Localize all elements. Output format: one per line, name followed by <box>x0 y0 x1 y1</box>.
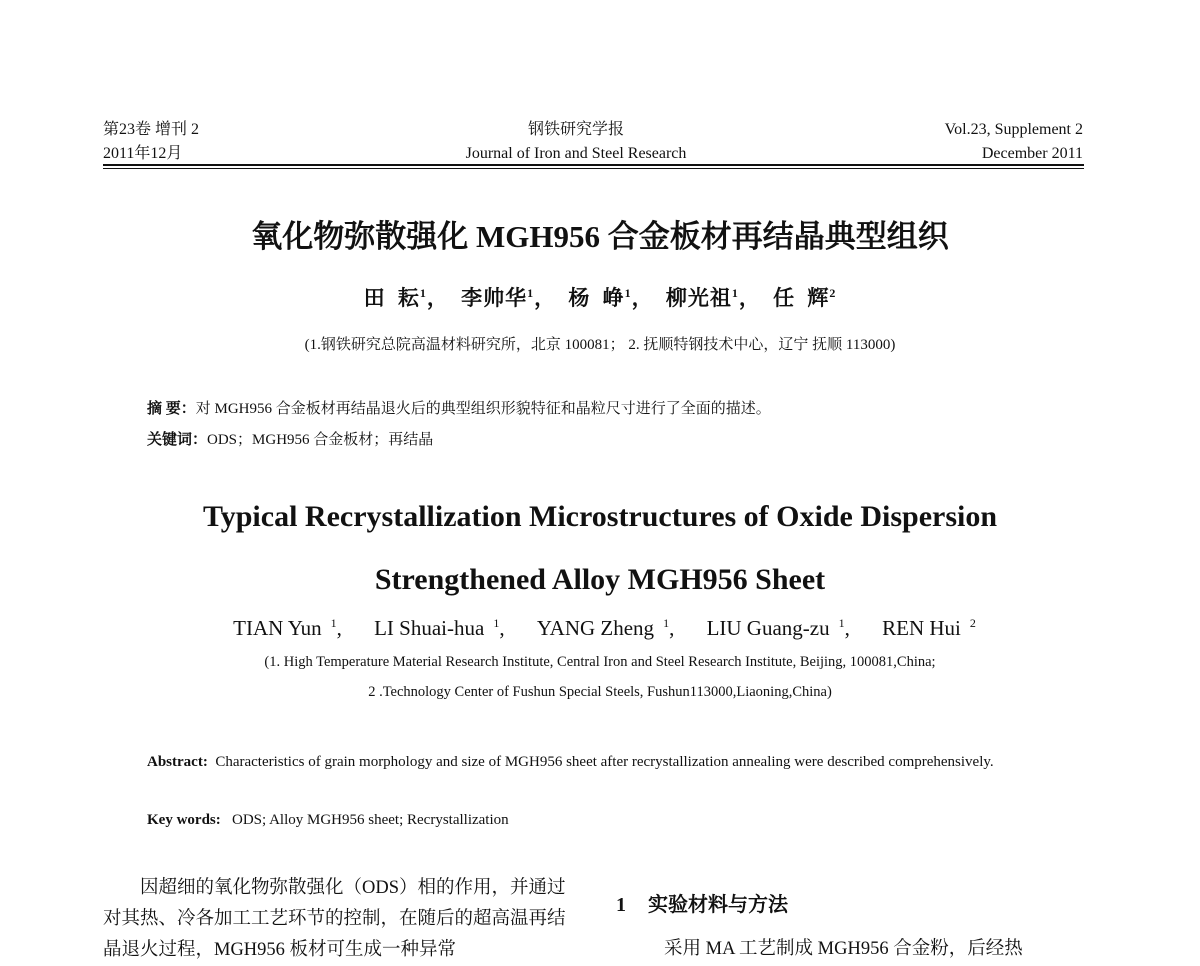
keywords-label-cn: 关键词： <box>147 432 208 448</box>
author-cn: 李帅华$^1$， <box>461 286 557 310</box>
keywords-text-en: ODS; Alloy MGH956 sheet; Recrystallization <box>232 812 509 828</box>
author-en: YANG Zheng $^1$, <box>536 616 675 640</box>
abstract-text-en: Characteristics of grain morphology and size of MGH956 sheet after recrystallization annealing were described comprehensively. <box>215 754 994 770</box>
paper-title-en-line2: Strengthened Alloy MGH956 Sheet <box>374 563 826 596</box>
abstract-text-cn: 对 MGH956 合金板材再结晶退火后的典型组织形貌特征和晶粒尺寸进行了全面的描述。 <box>195 401 771 417</box>
author-list-cn <box>0 282 1200 312</box>
affiliation-cn: (1.钢铁研究总院高温材料研究所，北京 100081； 2. 抚顺特钢技术中心，辽宁 抚顺 113000) <box>304 337 896 353</box>
keywords-label-en: Key words: <box>147 812 221 828</box>
section-number: 1 <box>616 894 626 916</box>
keywords-en <box>147 812 509 829</box>
header-journal-cn: 钢铁研究学报 <box>527 121 624 138</box>
section-heading <box>616 888 788 917</box>
abstract-cn <box>147 397 771 418</box>
author-en: LI Shuai-hua $^1$, <box>374 616 505 640</box>
affiliation-en-line2: 2 .Technology Center of Fushun Special Steels, Fushun113000,Liaoning,China) <box>368 684 832 700</box>
author-cn: 田 耘$^1$， <box>363 286 449 310</box>
header-rule <box>103 164 1084 166</box>
header-volume: 第23卷 增刊 2 <box>103 121 200 138</box>
body-left-column: 因超细的氧化物弥散强化（ODS）相的作用，并通过对其热、冷各加工工艺环节的控制，在随后的超高温再结晶退火过程，MGH956 板材可生成一种异常 <box>103 878 566 960</box>
abstract-label-cn: 摘 要： <box>147 401 196 417</box>
author-en: LIU Guang-zu $^1$, <box>706 616 850 640</box>
author-cn: 柳光祖$^1$， <box>665 286 761 310</box>
body-right-column: 采用 MA 工艺制成 MGH956 合金粉，后经热 <box>664 939 1023 959</box>
header-journal-en: Journal of Iron and Steel Research <box>465 145 687 162</box>
author-cn: 任 辉$^2$ <box>773 286 837 310</box>
header-rule-thin <box>103 168 1084 169</box>
keywords-text-cn: ODS；MGH956 合金板材；再结晶 <box>207 432 434 448</box>
header-date-en: December 2011 <box>981 145 1083 162</box>
paper-title-en-line1: Typical Recrystallization Microstructures of Oxide Dispersion <box>202 500 998 533</box>
keywords-cn <box>147 428 433 449</box>
header-volume-en: Vol.23, Supplement 2 <box>944 121 1083 138</box>
author-list-en <box>0 616 1200 641</box>
author-en: TIAN Yun $^1$, <box>233 616 342 640</box>
author-cn: 杨 峥$^1$， <box>568 286 654 310</box>
author-en: REN Hui $^2$ <box>882 616 976 640</box>
section-title: 实验材料与方法 <box>648 894 788 916</box>
abstract-en <box>147 746 1040 779</box>
header-date: 2011年12月 <box>103 145 183 162</box>
abstract-label-en: Abstract: <box>147 754 208 770</box>
affiliation-en-line1: (1. High Temperature Material Research Institute, Central Iron and Steel Research Institute, Beijing, 100081,China; <box>264 654 936 670</box>
paper-title-cn: 氧化物弥散强化 MGH956 合金板材再结晶典型组织 <box>251 219 949 254</box>
